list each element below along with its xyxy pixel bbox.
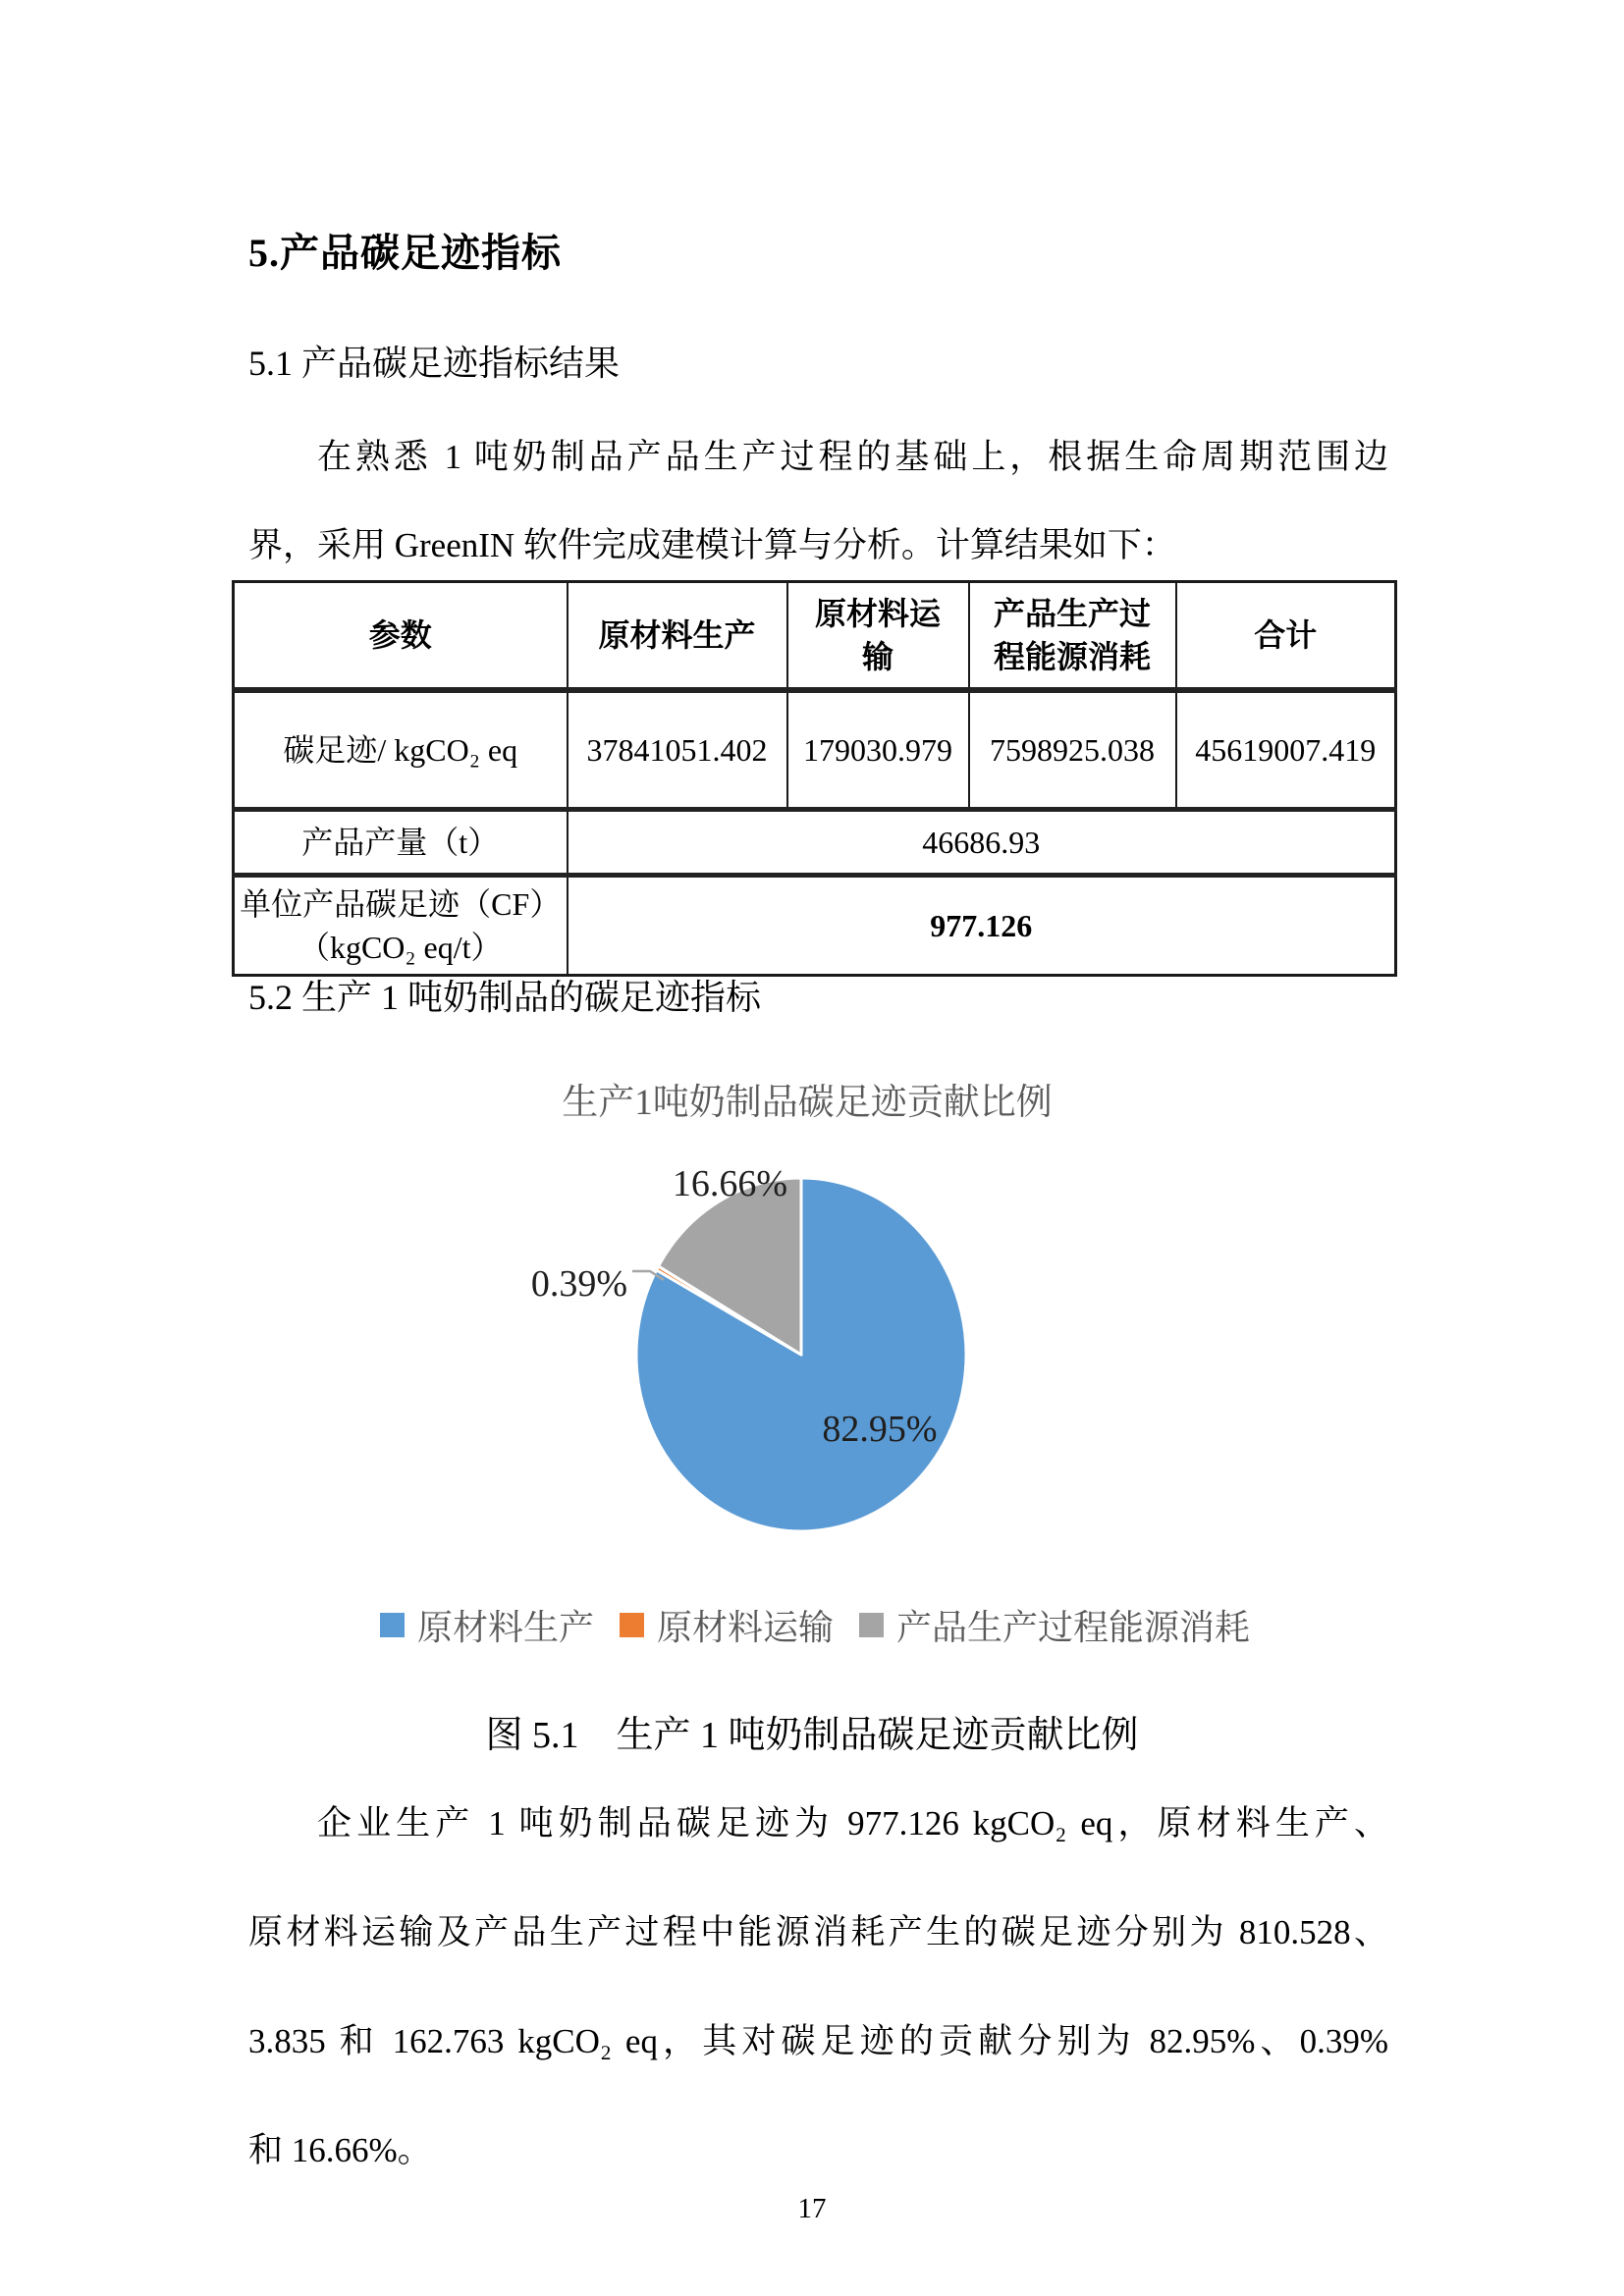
table-header-row	[234, 582, 1396, 691]
output-value: 46686.93	[568, 810, 1396, 876]
legend-label: 产品生产过程能源消耗	[896, 1608, 1251, 1647]
col-header-process-energy: 产品生产过程能源消耗	[969, 582, 1176, 691]
chart-legend	[334, 1600, 1296, 1650]
chart-title: 生产1吨奶制品碳足迹贡献比例	[562, 1083, 1053, 1123]
row-label-output: 产品产量（t）	[234, 810, 568, 876]
legend-swatch-gray-icon	[859, 1613, 884, 1637]
footprint-raw-material-transport: 179030.979	[787, 690, 969, 810]
paragraph2-line1: 企业生产 1 吨奶制品碳足迹为 977.126 kgCO₂ eq，原材料生产、	[317, 1804, 1388, 1842]
col-header-raw-material-transport: 原材料运输	[787, 582, 969, 691]
legend-label: 原材料生产	[416, 1608, 594, 1647]
pie-label-process-energy: 16.66%	[672, 1163, 787, 1204]
subsection-heading-5-1: 5.1 产品碳足迹指标结果	[248, 344, 621, 383]
footprint-total: 45619007.419	[1176, 690, 1396, 810]
pie-label-raw-material-production: 82.95%	[822, 1409, 938, 1450]
pie-chart	[628, 1170, 974, 1539]
row-label-unit-cf: 单位产品碳足迹（CF）（kgCO₂ eq/t）	[234, 876, 568, 976]
table-row-output	[234, 810, 1396, 876]
carbon-footprint-table	[232, 580, 1397, 977]
col-header-total: 合计	[1176, 582, 1396, 691]
legend-swatch-orange-icon	[620, 1613, 644, 1637]
pie-label-raw-material-transport: 0.39%	[530, 1263, 628, 1305]
table-row-unit-cf	[234, 876, 1396, 976]
row-label-footprint: 碳足迹/ kgCO₂ eq	[234, 690, 568, 810]
unit-cf-value: 977.126	[568, 876, 1396, 976]
col-header-raw-material-production: 原材料生产	[568, 582, 787, 691]
legend-item-raw-material-production	[380, 1600, 594, 1650]
legend-item-process-energy	[859, 1600, 1250, 1650]
footprint-raw-material-production: 37841051.402	[568, 690, 787, 810]
paragraph2-line4: 和 16.66%。	[248, 2131, 432, 2169]
col-header-parameter: 参数	[234, 582, 568, 691]
legend-item-raw-material-transport	[620, 1600, 834, 1650]
legend-swatch-blue-icon	[380, 1613, 405, 1637]
paragraph2-line2: 原材料运输及产品生产过程中能源消耗产生的碳足迹分别为 810.528、	[248, 1913, 1388, 1951]
figure-caption: 图 5.1 生产 1 吨奶制品碳足迹贡献比例	[485, 1715, 1139, 1756]
table-row-footprint	[234, 690, 1396, 810]
paragraph2-line3: 3.835 和 162.763 kgCO₂ eq，其对碳足迹的贡献分别为 82.95%、0.39%	[248, 2022, 1388, 2060]
section-heading: 5.产品碳足迹指标	[248, 231, 562, 275]
legend-label: 原材料运输	[656, 1608, 834, 1647]
paragraph1-line2: 界，采用 GreenIN 软件完成建模计算与分析。计算结果如下：	[248, 526, 1176, 564]
paragraph1-line1: 在熟悉 1 吨奶制品产品生产过程的基础上，根据生命周期范围边	[317, 438, 1388, 476]
footprint-process-energy: 7598925.038	[969, 690, 1176, 810]
page-number: 17	[797, 2193, 827, 2224]
subsection-heading-5-2: 5.2 生产 1 吨奶制品的碳足迹指标	[248, 978, 762, 1017]
